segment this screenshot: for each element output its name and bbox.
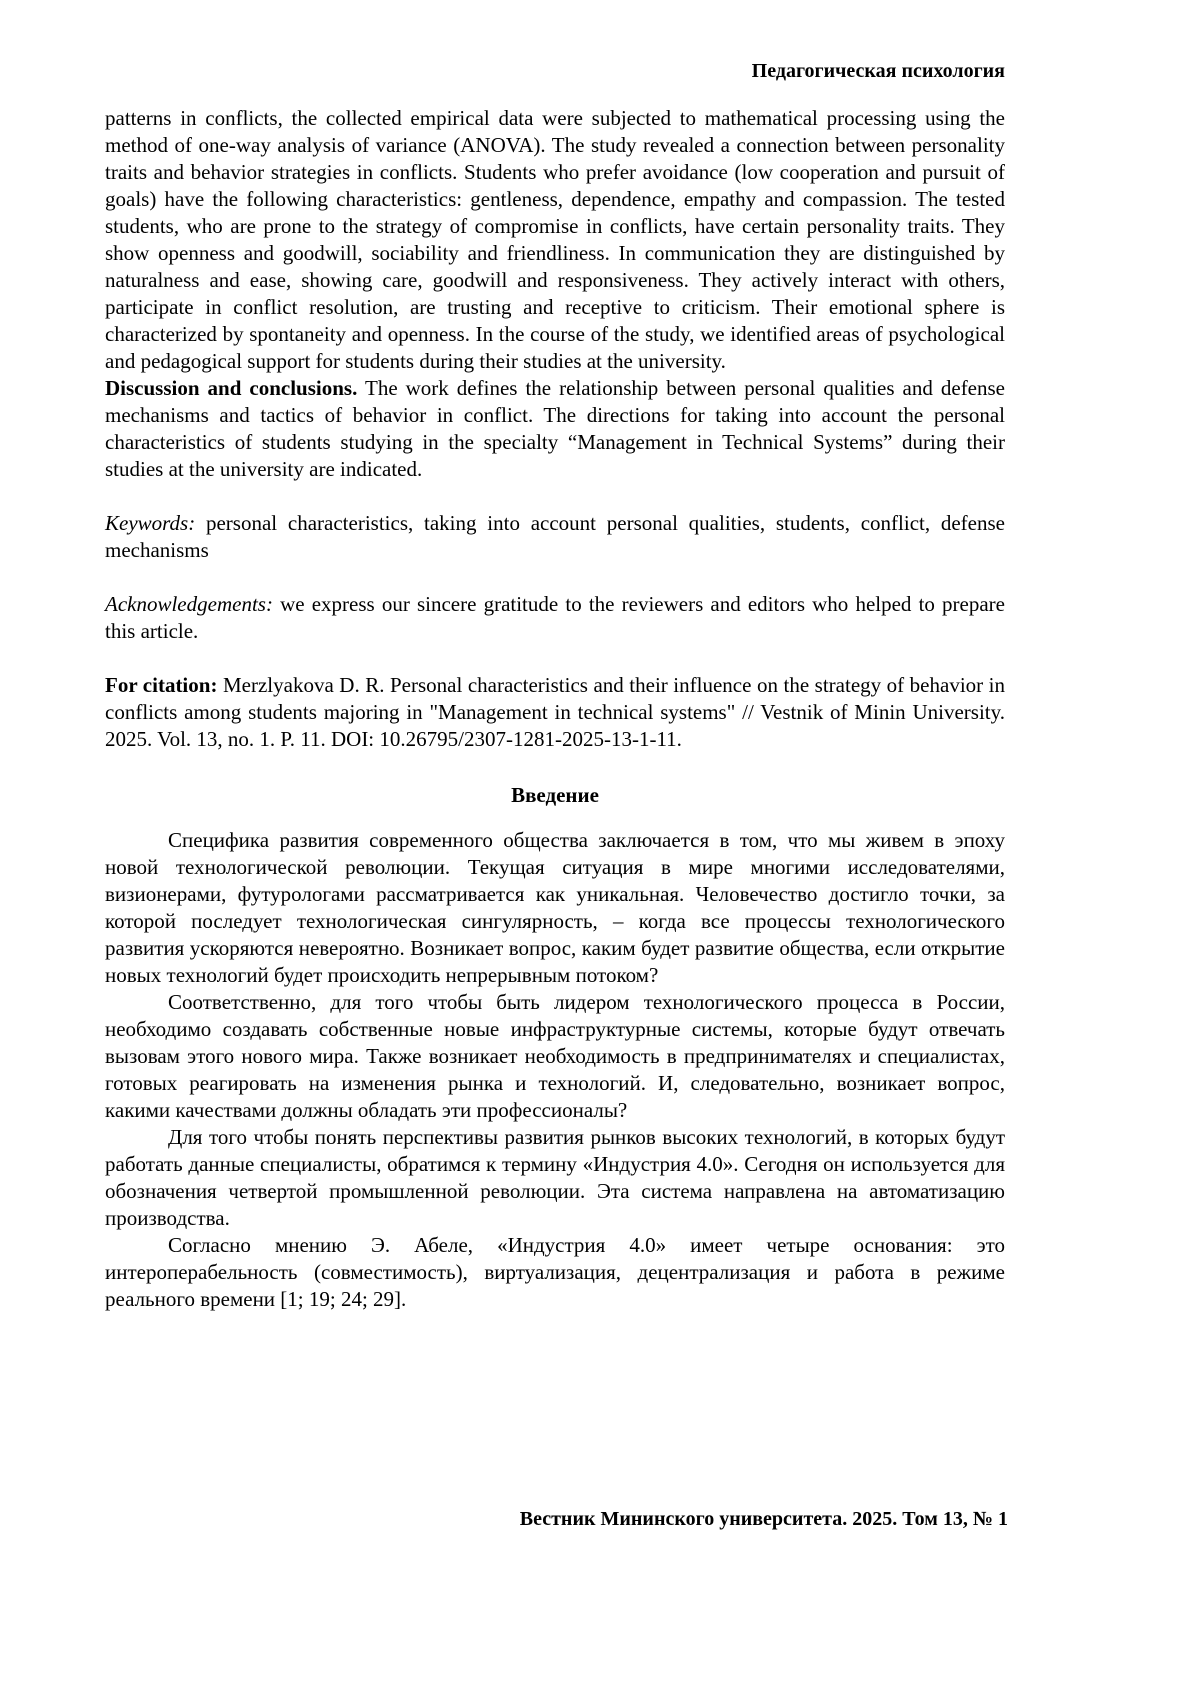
abstract-results-paragraph bbox=[105, 105, 1005, 375]
citation-text: Merzlyakova D. R. Personal characteristics and their influence on the strategy of behavior in conflicts among students majoring in "Management in technical systems" // Vestnik of Minin University. 2025. Vol. 13, no. 1. P. 11. DOI: 10.26795/2307-1281-2025-13-1-11. bbox=[105, 673, 1006, 751]
introduction-paragraph-2-text: Соответственно, для того чтобы быть лидером технологического процесса в России, необходимо создавать собственные новые инфраструктурные системы, которые будут отвечать вызовам этого нового мира. Также возникает необходимость в предпринимателях и специалистах, готовых реагировать на изменения рынка и технологий. И, следовательно, возникает вопрос, какими качествами должны обладать эти профессионалы? bbox=[105, 990, 1005, 1122]
introduction-heading-text: Введение bbox=[511, 783, 599, 807]
introduction-paragraph-4 bbox=[105, 1232, 1005, 1313]
discussion-label: Discussion and conclusions. bbox=[105, 376, 358, 400]
introduction-paragraph-1 bbox=[105, 827, 1005, 989]
discussion-text: The work defines the relationship between personal qualities and defense mechanisms and tactics of behavior in conflict. The directions for taking into account the personal characteristics of students studying in the specialty “Management in Technical Systems” during their studies at the university are indicated. bbox=[105, 376, 1005, 481]
keywords-text: personal characteristics, taking into account personal qualities, students, conflict, defense mechanisms bbox=[105, 511, 1005, 562]
acknowledgements-text: we express our sincere gratitude to the reviewers and editors who helped to prepare this article. bbox=[105, 592, 1005, 643]
acknowledgements-paragraph bbox=[105, 591, 1005, 645]
keywords-paragraph bbox=[105, 510, 1005, 564]
journal-footer-text: Вестник Мининского университета. 2025. Том 13, № 1 bbox=[519, 1508, 1008, 1530]
page-footer bbox=[105, 1507, 1008, 1531]
discussion-paragraph bbox=[105, 375, 1005, 483]
page-content bbox=[105, 105, 1005, 1313]
keywords-label: Keywords: bbox=[105, 511, 196, 535]
introduction-paragraph-3 bbox=[105, 1124, 1005, 1232]
acknowledgements-label: Acknowledgements: bbox=[105, 592, 273, 616]
introduction-paragraph-4-text: Согласно мнению Э. Абеле, «Индустрия 4.0» имеет четыре основания: это интероперабельность (совместимость), виртуализация, децентрализация и работа в режиме реального времени [1; 19; 24; 29]. bbox=[105, 1233, 1005, 1311]
citation-paragraph bbox=[105, 672, 1005, 753]
citation-label: For citation: bbox=[105, 673, 218, 697]
page-header bbox=[105, 60, 1005, 82]
introduction-paragraph-1-text: Специфика развития современного общества заключается в том, что мы живем в эпоху новой технологической революции. Текущая ситуация в мире многими исследователями, визионерами, футурологами рассматривается как уникальная. Человечество достигло точки, за которой последует технологическая сингулярность, – когда все процессы технологического развития ускоряются невероятно. Возникает вопрос, каким будет развитие общества, если открытие новых технологий будет происходить непрерывным потоком? bbox=[105, 828, 1005, 987]
introduction-paragraph-3-text: Для того чтобы понять перспективы развития рынков высоких технологий, в которых будут работать данные специалисты, обратимся к термину «Индустрия 4.0». Сегодня он используется для обозначения четвертой промышленной революции. Эта система направлена на автоматизацию производства. bbox=[105, 1125, 1005, 1230]
section-title: Педагогическая психология bbox=[751, 60, 1005, 82]
introduction-paragraph-2 bbox=[105, 989, 1005, 1124]
introduction-heading bbox=[105, 782, 1005, 809]
abstract-results-text: patterns in conflicts, the collected empirical data were subjected to mathematical processing using the method of one-way analysis of variance (ANOVA). The study revealed a connection between personality traits and behavior strategies in conflicts. Students who prefer avoidance (low cooperation and pursuit of goals) have the following characteristics: gentleness, dependence, empathy and compassion. The tested students, who are prone to the strategy of compromise in conflicts, have certain personality traits. They show openness and goodwill, sociability and friendliness. In communication they are distinguished by naturalness and ease, showing care, goodwill and responsiveness. They actively interact with others, participate in conflict resolution, are trusting and receptive to criticism. Their emotional sphere is characterized by spontaneity and openness. In the course of the study, we identified areas of psychological and pedagogical support for students during their studies at the university. bbox=[105, 106, 1005, 373]
